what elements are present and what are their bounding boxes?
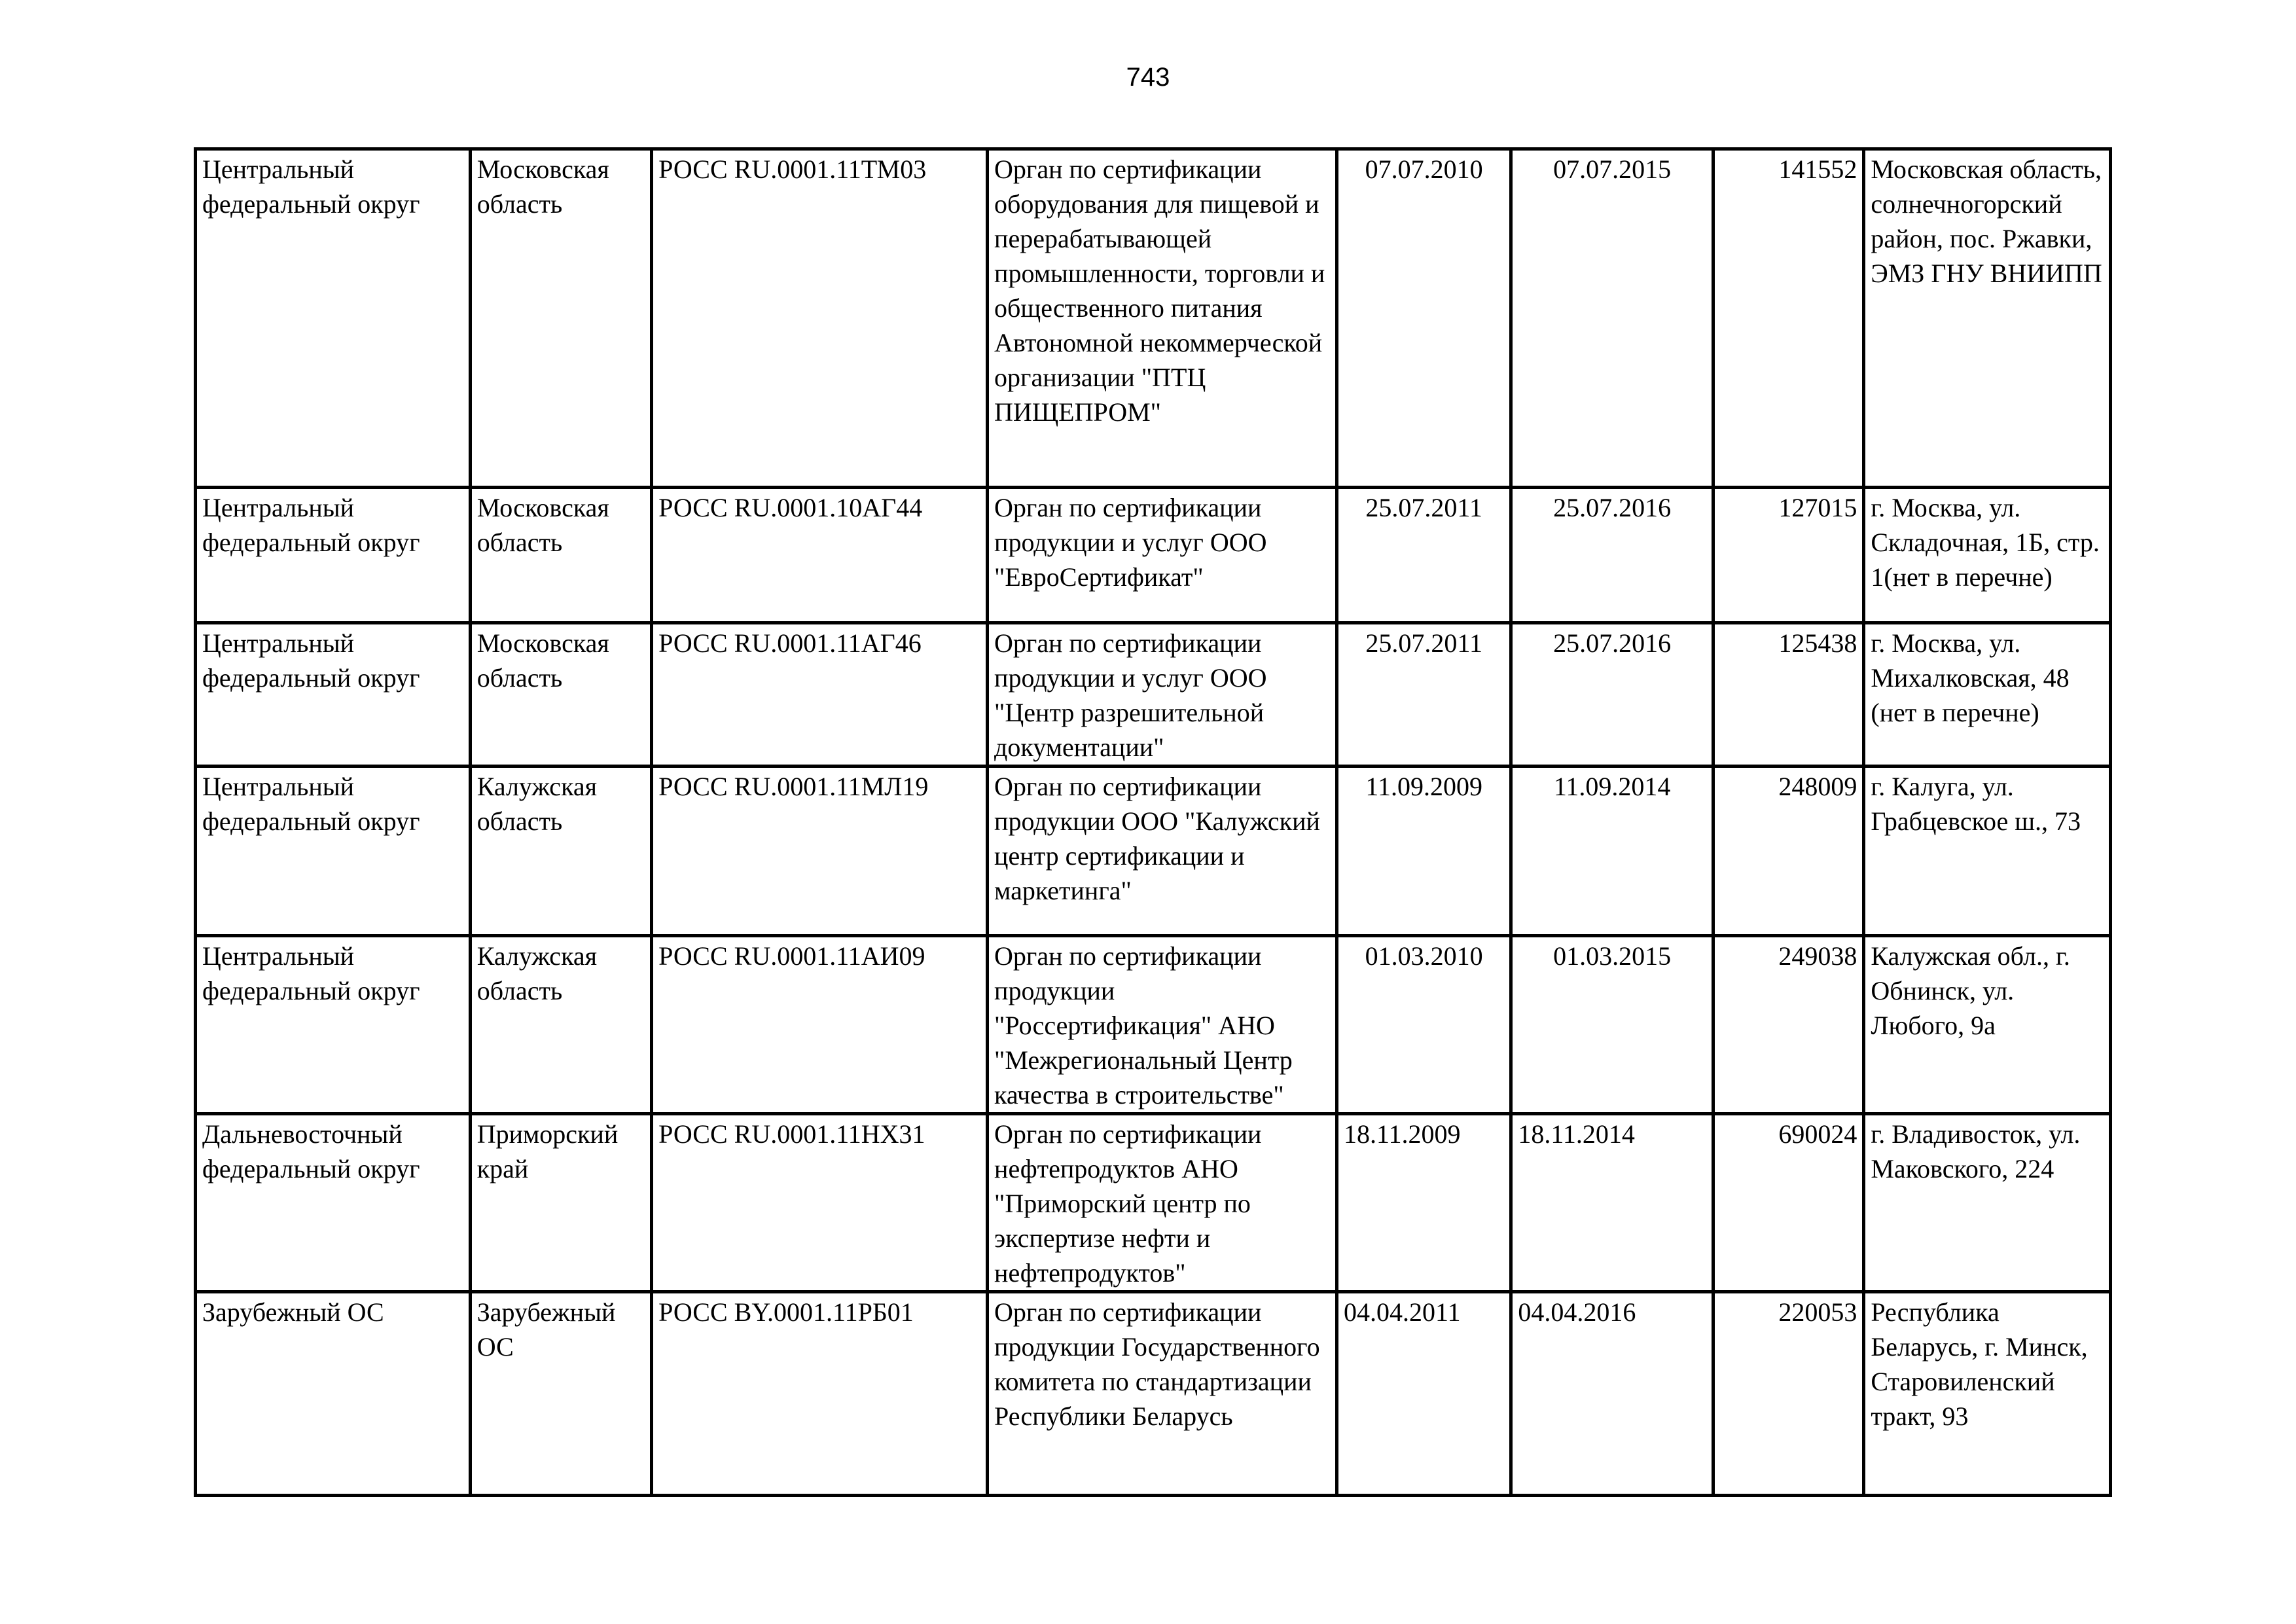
certification-body-cell: Орган по сертификации продукции "Россертификация" АНО "Межрегиональный Центр качества в строительстве" [988,936,1337,1114]
postal-index-cell: 248009 [1713,767,1863,936]
page-number: 743 [1126,63,1170,92]
end-date-cell: 11.09.2014 [1511,767,1713,936]
address-cell: Калужская обл., г. Обнинск, ул. Любого, 9а [1864,936,2111,1114]
certification-body-cell: Орган по сертификации продукции ООО "Калужский центр сертификации и маркетинга" [988,767,1337,936]
table-row [196,767,2111,936]
table-row [196,488,2111,623]
start-date-cell: 25.07.2011 [1336,488,1511,623]
end-date-cell: 04.04.2016 [1511,1292,1713,1496]
address-cell: г. Москва, ул. Михалковская, 48 (нет в перечне) [1864,623,2111,767]
certification-body-cell: Орган по сертификации продукции и услуг ООО "Центр разрешительной документации" [988,623,1337,767]
registration-code-cell: РОСС RU.0001.11МЛ19 [652,767,988,936]
district-cell: Центральный федеральный округ [196,149,471,488]
region-cell: Московская область [470,623,651,767]
postal-index-cell: 690024 [1713,1114,1863,1292]
address-cell: г. Владивосток, ул. Маковского, 224 [1864,1114,2111,1292]
address-cell: г. Москва, ул. Складочная, 1Б, стр. 1(нет в перечне) [1864,488,2111,623]
certification-bodies-table [194,147,2112,1497]
start-date-cell: 04.04.2011 [1336,1292,1511,1496]
certification-body-cell: Орган по сертификации продукции Государственного комитета по стандартизации Республики Беларусь [988,1292,1337,1496]
district-cell: Центральный федеральный округ [196,767,471,936]
registration-code-cell: РОСС RU.0001.11НХ31 [652,1114,988,1292]
district-cell: Центральный федеральный округ [196,623,471,767]
registration-code-cell: РОСС BY.0001.11РБ01 [652,1292,988,1496]
region-cell: Московская область [470,149,651,488]
table-row [196,936,2111,1114]
region-cell: Калужская область [470,767,651,936]
table-row [196,1292,2111,1496]
certification-body-cell: Орган по сертификации оборудования для пищевой и перерабатывающей промышленности, торговли и общественного питания Автономной некоммерческой организации "ПТЦ ПИЩЕПРОМ" [988,149,1337,488]
end-date-cell: 01.03.2015 [1511,936,1713,1114]
postal-index-cell: 125438 [1713,623,1863,767]
end-date-cell: 25.07.2016 [1511,623,1713,767]
start-date-cell: 25.07.2011 [1336,623,1511,767]
certification-body-cell: Орган по сертификации нефтепродуктов АНО "Приморский центр по экспертизе нефти и нефтепродуктов" [988,1114,1337,1292]
region-cell: Зарубежный ОС [470,1292,651,1496]
district-cell: Зарубежный ОС [196,1292,471,1496]
certification-body-cell: Орган по сертификации продукции и услуг ООО "ЕвроСертификат" [988,488,1337,623]
registration-code-cell: РОСС RU.0001.11АГ46 [652,623,988,767]
table-row [196,149,2111,488]
table-row [196,1114,2111,1292]
postal-index-cell: 249038 [1713,936,1863,1114]
registration-code-cell: РОСС RU.0001.10АГ44 [652,488,988,623]
address-cell: Республика Беларусь, г. Минск, Старовиленский тракт, 93 [1864,1292,2111,1496]
region-cell: Приморский край [470,1114,651,1292]
start-date-cell: 07.07.2010 [1336,149,1511,488]
end-date-cell: 25.07.2016 [1511,488,1713,623]
table-row [196,623,2111,767]
start-date-cell: 18.11.2009 [1336,1114,1511,1292]
registration-code-cell: РОСС RU.0001.11ТМ03 [652,149,988,488]
district-cell: Центральный федеральный округ [196,488,471,623]
address-cell: г. Калуга, ул. Грабцевское ш., 73 [1864,767,2111,936]
postal-index-cell: 220053 [1713,1292,1863,1496]
postal-index-cell: 127015 [1713,488,1863,623]
registration-code-cell: РОСС RU.0001.11АИ09 [652,936,988,1114]
postal-index-cell: 141552 [1713,149,1863,488]
start-date-cell: 01.03.2010 [1336,936,1511,1114]
region-cell: Московская область [470,488,651,623]
address-cell: Московская область, солнечногорский район, пос. Ржавки, ЭМЗ ГНУ ВНИИПП [1864,149,2111,488]
district-cell: Центральный федеральный округ [196,936,471,1114]
end-date-cell: 18.11.2014 [1511,1114,1713,1292]
end-date-cell: 07.07.2015 [1511,149,1713,488]
district-cell: Дальневосточный федеральный округ [196,1114,471,1292]
region-cell: Калужская область [470,936,651,1114]
start-date-cell: 11.09.2009 [1336,767,1511,936]
